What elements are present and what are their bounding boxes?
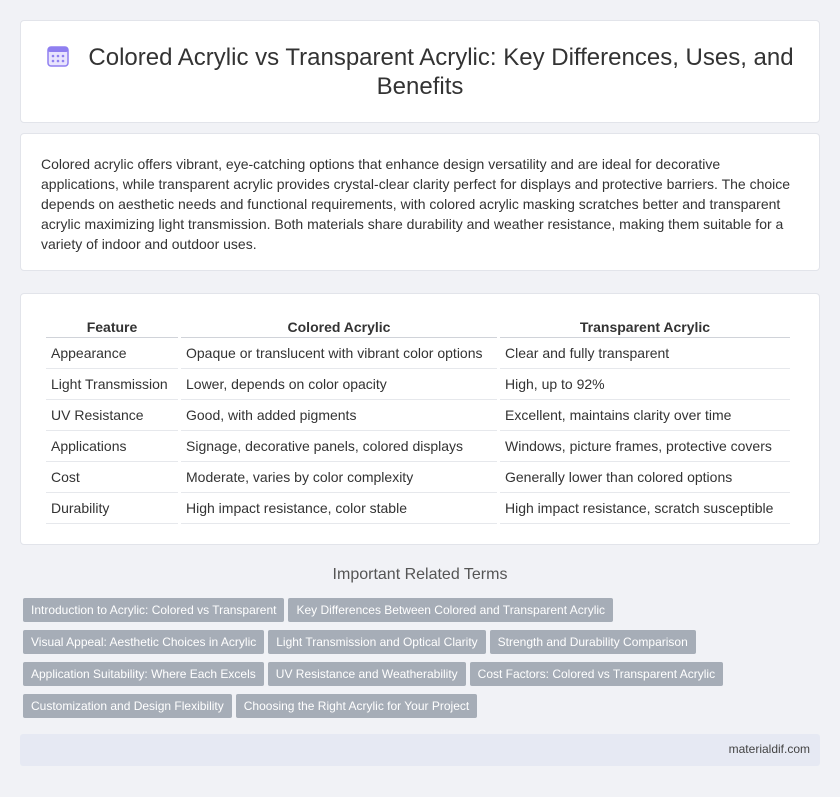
- table-row: [46, 369, 790, 400]
- related-terms-heading: Important Related Terms: [332, 566, 508, 583]
- tag-row: [23, 694, 823, 726]
- cell-transparent: High impact resistance, scratch susceptible: [500, 493, 790, 524]
- table-row: [46, 338, 790, 369]
- related-term-tag[interactable]: UV Resistance and Weatherability: [268, 662, 466, 686]
- footer-bar: [20, 734, 820, 766]
- related-term-tag[interactable]: Application Suitability: Where Each Excels: [23, 662, 264, 686]
- related-terms-list: [23, 598, 823, 726]
- cell-feature: Applications: [46, 431, 178, 462]
- header-feature: Feature: [46, 314, 178, 338]
- header-colored-acrylic: Colored Acrylic: [181, 314, 497, 338]
- related-term-tag[interactable]: Customization and Design Flexibility: [23, 694, 232, 718]
- table-row: [46, 431, 790, 462]
- summary-text: Colored acrylic offers vibrant, eye-catching options that enhance design versatility and are ideal for decorative applications, while transparent acrylic provides crystal-clear clarity perfect for displays and protective barriers. The choice depends on aesthetic needs and functional requirements, with colored acrylic masking scratches better and transparent acrylic maximizing light transmission. Both materials share durability and weather resistance, making them suitable for a variety of indoor and outdoor uses.: [41, 156, 791, 252]
- table-row: [46, 462, 790, 493]
- related-term-tag[interactable]: Introduction to Acrylic: Colored vs Transparent: [23, 598, 284, 622]
- page-title: Colored Acrylic vs Transparent Acrylic: Key Differences, Uses, and Benefits: [88, 44, 794, 100]
- related-term-tag[interactable]: Strength and Durability Comparison: [490, 630, 696, 654]
- related-term-tag[interactable]: Choosing the Right Acrylic for Your Project: [236, 694, 477, 718]
- cell-colored: Moderate, varies by color complexity: [181, 462, 497, 493]
- cell-transparent: Windows, picture frames, protective covers: [500, 431, 790, 462]
- cell-colored: Good, with added pigments: [181, 400, 497, 431]
- calendar-grid-icon: [46, 44, 70, 68]
- cell-feature: Durability: [46, 493, 178, 524]
- table-header-row: [46, 314, 790, 338]
- comparison-card: [20, 293, 820, 545]
- cell-feature: Appearance: [46, 338, 178, 369]
- footer-site-link[interactable]: materialdif.com: [728, 742, 810, 756]
- cell-transparent: High, up to 92%: [500, 369, 790, 400]
- cell-colored: High impact resistance, color stable: [181, 493, 497, 524]
- title-wrap: [21, 43, 819, 101]
- tag-row: [23, 598, 823, 630]
- cell-feature: Cost: [46, 462, 178, 493]
- summary-card: [20, 133, 820, 271]
- table-row: [46, 400, 790, 431]
- cell-colored: Signage, decorative panels, colored displays: [181, 431, 497, 462]
- cell-transparent: Generally lower than colored options: [500, 462, 790, 493]
- related-term-tag[interactable]: Visual Appeal: Aesthetic Choices in Acrylic: [23, 630, 264, 654]
- cell-transparent: Excellent, maintains clarity over time: [500, 400, 790, 431]
- header-card: [20, 20, 820, 123]
- table-row: [46, 493, 790, 524]
- tag-row: [23, 630, 823, 662]
- related-term-tag[interactable]: Key Differences Between Colored and Transparent Acrylic: [288, 598, 613, 622]
- header-transparent-acrylic: Transparent Acrylic: [500, 314, 790, 338]
- tag-row: [23, 662, 823, 694]
- related-term-tag[interactable]: Cost Factors: Colored vs Transparent Acrylic: [470, 662, 723, 686]
- cell-colored: Opaque or translucent with vibrant color options: [181, 338, 497, 369]
- cell-transparent: Clear and fully transparent: [500, 338, 790, 369]
- cell-colored: Lower, depends on color opacity: [181, 369, 497, 400]
- comparison-table: [43, 314, 793, 524]
- cell-feature: Light Transmission: [46, 369, 178, 400]
- cell-feature: UV Resistance: [46, 400, 178, 431]
- related-term-tag[interactable]: Light Transmission and Optical Clarity: [268, 630, 485, 654]
